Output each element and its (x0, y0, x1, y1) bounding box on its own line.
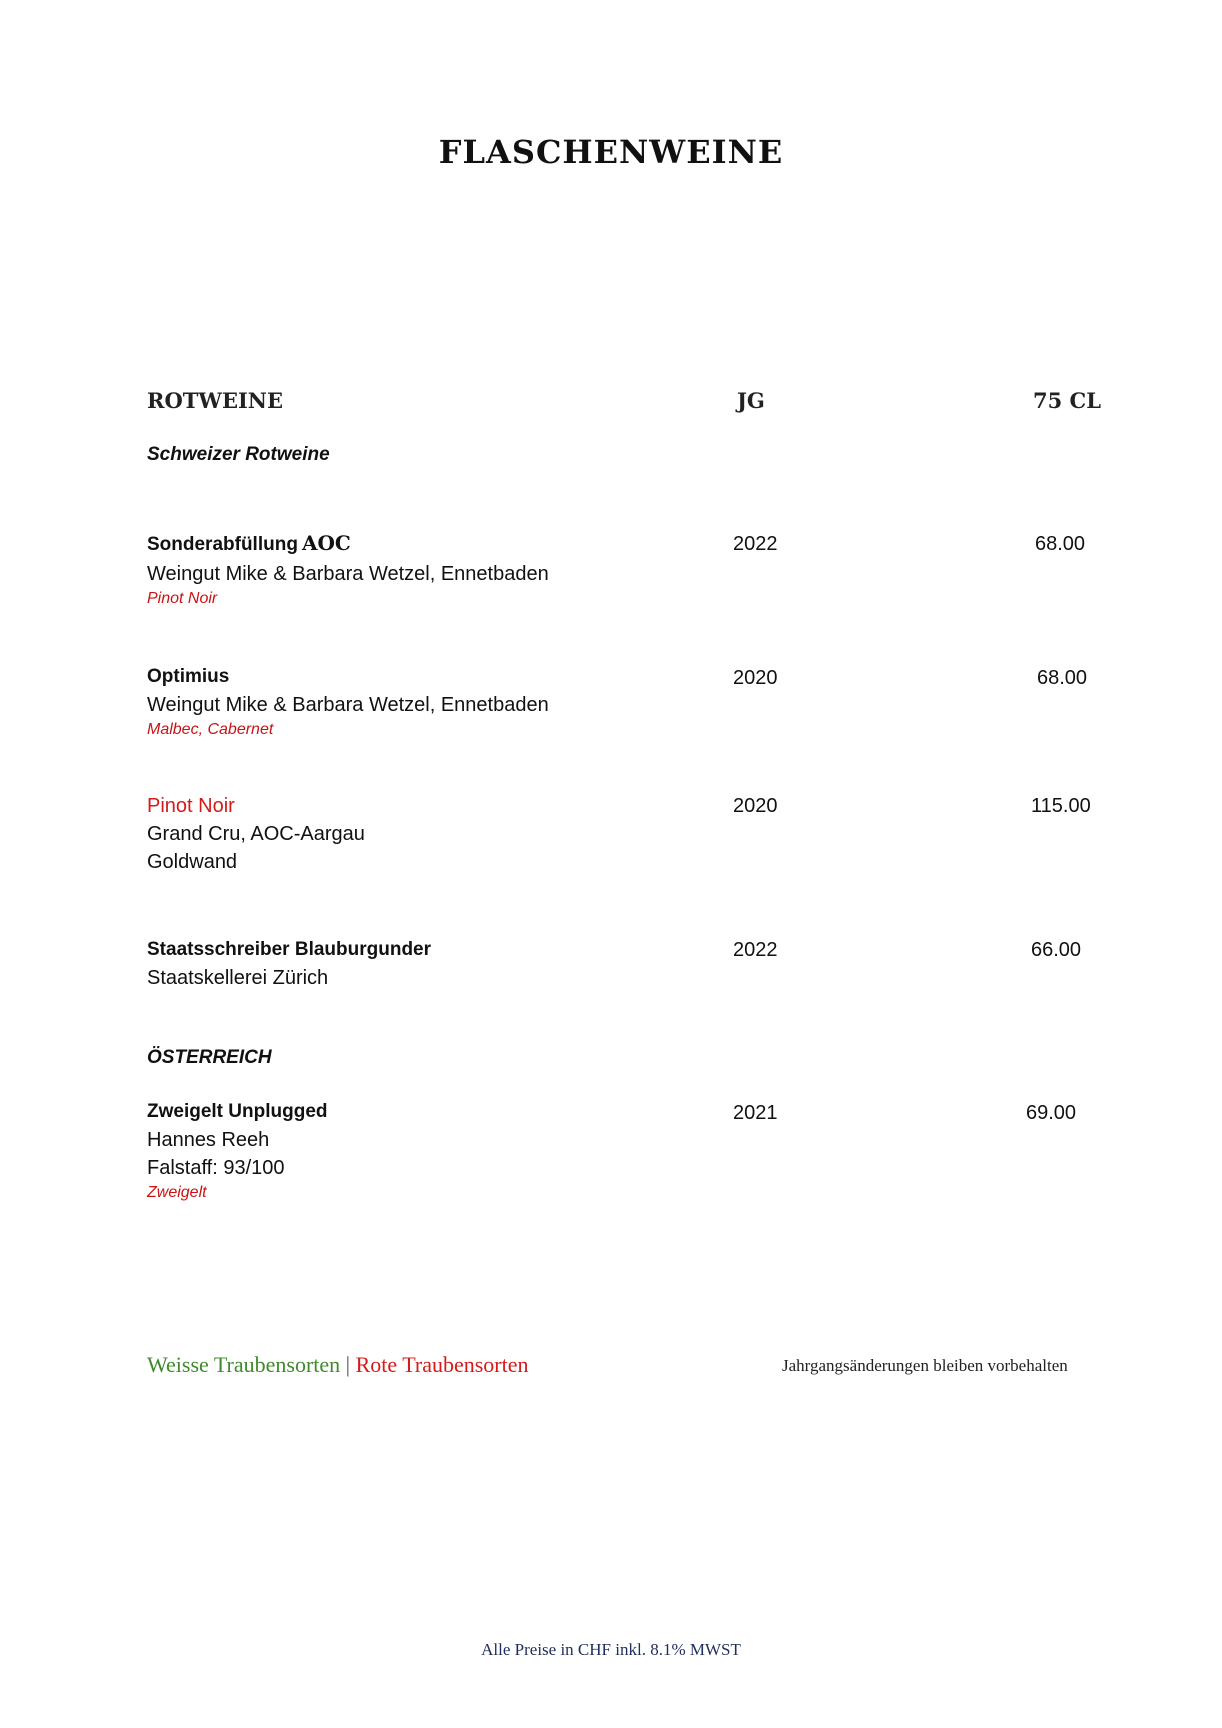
section-heading-austria: ÖSTERREICH (147, 1047, 272, 1068)
wine-name: Optimius (147, 666, 230, 687)
wine-year: 2020 (733, 667, 778, 689)
wine-price: 68.00 (1035, 533, 1086, 555)
vintage-note: Jahrgangsänderungen bleiben vorbehalten (782, 1356, 1068, 1375)
section-heading-swiss: Schweizer Rotweine (147, 444, 330, 465)
wine-name: Staatsschreiber Blauburgunder (147, 939, 432, 960)
wine-detail: Grand Cru, AOC-Aargau (147, 823, 365, 845)
wine-year: 2022 (733, 939, 778, 961)
wine-name: Zweigelt Unplugged (147, 1101, 328, 1122)
wine-price: 68.00 (1037, 667, 1088, 689)
legend-red-grapes: Rote Traubensorten (355, 1352, 529, 1377)
wine-producer: Staatskellerei Zürich (147, 967, 329, 989)
column-header-year: JG (737, 388, 765, 413)
price-footer: Alle Preise in CHF inkl. 8.1% MWST (481, 1640, 741, 1659)
wine-year: 2021 (733, 1102, 778, 1124)
wine-price: 69.00 (1026, 1102, 1077, 1124)
wine-price: 66.00 (1031, 939, 1082, 961)
column-header-wine: ROTWEINE (147, 388, 283, 413)
wine-producer: Weingut Mike & Barbara Wetzel, Ennetbaden (147, 694, 549, 716)
wine-rating: Falstaff: 93/100 (147, 1157, 285, 1179)
wine-year: 2020 (733, 795, 778, 817)
legend-white-grapes: Weisse Traubensorten (147, 1352, 341, 1377)
wine-entry (147, 1098, 328, 1204)
grape-legend (147, 1352, 529, 1378)
wine-grapes: Pinot Noir (147, 590, 218, 607)
wine-grapes: Malbec, Cabernet (147, 721, 274, 738)
wine-entry (147, 529, 549, 610)
wine-grapes: Zweigelt (147, 1184, 207, 1201)
wine-producer: Hannes Reeh (147, 1129, 270, 1151)
wine-name-suffix: AOC (301, 531, 351, 555)
page-title: FLASCHENWEINE (438, 133, 784, 171)
wine-year: 2022 (733, 533, 778, 555)
wine-entry (147, 936, 431, 992)
legend-separator: | (345, 1352, 351, 1377)
column-header-price: 75 CL (1033, 388, 1102, 413)
wine-entry (147, 663, 549, 741)
wine-name: Sonderabfüllung (147, 534, 298, 555)
wine-price: 115.00 (1031, 795, 1091, 817)
wine-detail: Goldwand (147, 851, 238, 873)
wine-name: Pinot Noir (147, 795, 235, 817)
wine-producer: Weingut Mike & Barbara Wetzel, Ennetbaden (147, 563, 549, 585)
wine-entry (147, 792, 365, 876)
